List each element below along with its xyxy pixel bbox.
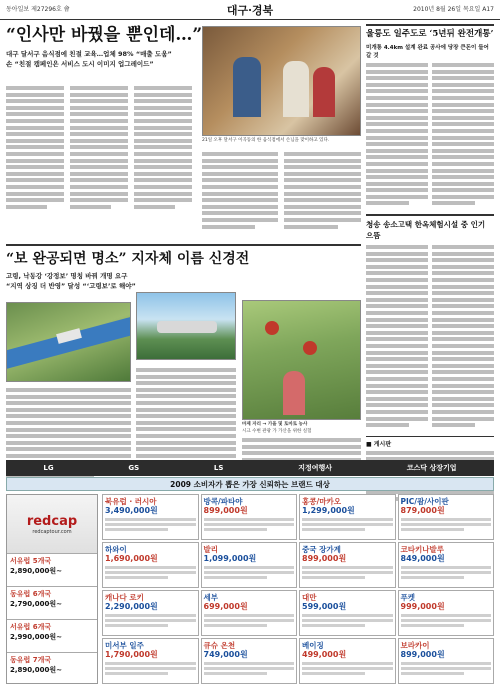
article1-col3 [134, 86, 192, 211]
travel-ad-title: 북유럽 · 러시아 [105, 497, 157, 506]
travel-ad[interactable] [398, 638, 495, 684]
travel-ad-price: 499,000원 [302, 650, 347, 659]
article2-col1 [366, 63, 428, 208]
travel-ad-title: 푸켓 [400, 593, 415, 602]
masthead-left: 동아일보 제27296호 會 [6, 6, 70, 13]
left-column [6, 24, 361, 434]
ad-banner-item: 코스닥 상장기업 [406, 464, 457, 472]
redcap-price: 2,890,000원~ [10, 666, 63, 674]
article4-col1 [366, 245, 428, 430]
masthead [0, 0, 500, 20]
farm-photo-caption: 마제 자리 → 가을 및 토마토 농사 [242, 422, 308, 427]
redcap-price: 2,890,000원~ [10, 567, 63, 575]
redcap-url: redcaptour.com [32, 528, 72, 535]
right-column [366, 24, 494, 503]
redcap-row[interactable] [7, 619, 97, 652]
travel-ad-title: 미서부 일주 [105, 641, 144, 650]
restaurant-photo [202, 26, 361, 136]
travel-ad[interactable] [201, 590, 298, 636]
article1-col5 [284, 152, 361, 231]
article3-col2 [136, 368, 236, 474]
article2-headline: 울릉도 일주도로 ‘5년뒤 완전개통’ [366, 24, 494, 40]
redcap-ad[interactable] [6, 494, 98, 684]
article4-col2 [432, 245, 494, 430]
ad-banner-item: LG [43, 464, 54, 472]
travel-ad-title: 하와이 [105, 545, 127, 554]
farm-photo [242, 300, 361, 420]
article1-subhead-2: 손 “친절 캠페인은 서비스 도시 이미지 업그레이드” [6, 60, 154, 68]
redcap-name: redcap [26, 513, 78, 529]
travel-ad-price: 899,000원 [302, 554, 347, 563]
travel-ad[interactable] [201, 638, 298, 684]
travel-ad-price: 899,000원 [203, 506, 248, 515]
travel-ad[interactable] [299, 494, 396, 540]
travel-ad-title: 중국 장가계 [302, 545, 341, 554]
travel-ad-price: 849,000원 [400, 554, 445, 563]
travel-ad-price: 1,099,000원 [203, 554, 257, 563]
article1-col4 [202, 152, 278, 231]
travel-ad-price: 2,290,000원 [105, 602, 158, 611]
travel-ad[interactable] [102, 494, 199, 540]
travel-ad-price: 1,790,000원 [105, 650, 158, 659]
travel-ad[interactable] [201, 494, 298, 540]
article3 [6, 244, 361, 291]
travel-ad-title: 방콕/파타야 [203, 497, 243, 506]
travel-ad-title: 보라카이 [400, 641, 430, 650]
travel-ad-title: 큐슈 온천 [203, 641, 236, 650]
travel-ad-price: 1,299,000원 [302, 506, 355, 515]
redcap-list [7, 553, 97, 685]
article3-headline: “보 완공되면 명소” 지자체 이름 신경전 [6, 251, 250, 267]
travel-ad-title: 세부 [203, 593, 218, 602]
article1-col1 [6, 86, 64, 211]
redcap-row[interactable] [7, 652, 97, 685]
travel-ad-price: 879,000원 [400, 506, 445, 515]
notice-title: ■ 게시판 [366, 440, 392, 448]
travel-ad-title: 홍콩/마카오 [302, 497, 341, 506]
article3-subhead-1: 고령, 낙동강 ‘강정보’ 명칭 바꿔 개명 요구 [6, 272, 128, 280]
travel-ad[interactable] [102, 542, 199, 588]
travel-ad[interactable] [398, 494, 495, 540]
ad-banner-top[interactable] [6, 460, 494, 476]
farm-photo-subcaption: 시크 수변 관광 가 가산을 위한 실험 [242, 429, 312, 434]
travel-ad[interactable] [102, 590, 199, 636]
redcap-row[interactable] [7, 553, 97, 586]
article3-subhead-2: “지역 상징 더 반영” 달성 “‘고령보’로 해야” [6, 282, 136, 290]
travel-ad-price: 749,000원 [203, 650, 248, 659]
travel-ad-price: 599,000원 [302, 602, 347, 611]
redcap-dest: 서유럽 5개국 [10, 557, 52, 565]
travel-ad[interactable] [201, 542, 298, 588]
ad-banner-slogan[interactable]: 2009 소비자가 뽑은 가장 신뢰하는 브랜드 대상 [6, 477, 494, 491]
redcap-dest: 동유럽 7개국 [10, 656, 52, 664]
article2-body [366, 63, 494, 208]
travel-ad[interactable] [299, 542, 396, 588]
facility-rendering-photo [136, 292, 236, 360]
travel-ad-price: 899,000원 [400, 650, 445, 659]
article1-col2 [70, 86, 128, 211]
travel-ad[interactable] [299, 590, 396, 636]
section-title: 대구·경북 [226, 4, 274, 17]
article2-col2 [432, 63, 494, 208]
travel-ad-title: 대만 [302, 593, 317, 602]
redcap-price: 2,790,000원~ [10, 600, 63, 608]
river-aerial-photo [6, 302, 131, 382]
travel-ad-grid [102, 494, 494, 684]
article4-body [366, 245, 494, 430]
ad-banner-item: 지정여행사 [298, 464, 333, 472]
restaurant-photo-caption: 21일 오후 달서구 이곡동의 한 음식점에서 손님을 맞이하고 있다. [202, 138, 330, 143]
redcap-dest: 서유럽 6개국 [10, 623, 52, 631]
travel-ad-price: 999,000원 [400, 602, 445, 611]
travel-ad-title: PIC/괌/사이판 [400, 497, 449, 506]
travel-ad-price: 699,000원 [203, 602, 248, 611]
ad-banner-item: GS [128, 464, 140, 472]
ad-banner-item: LS [213, 464, 224, 472]
article2-subhead: 미개통 4.4km 설계 완료 공사에 당장 큰돈이 들어갈 것 [366, 45, 489, 59]
travel-ad-title: 베이징 [302, 641, 324, 650]
redcap-row[interactable] [7, 586, 97, 619]
redcap-dest: 동유럽 6개국 [10, 590, 52, 598]
travel-ad-title: 발리 [203, 545, 218, 554]
travel-ad[interactable] [102, 638, 199, 684]
article4-headline: 청송 송소고택 한옥체험시설 중 인기 으뜸 [366, 214, 494, 241]
travel-ad[interactable] [398, 542, 495, 588]
travel-ad[interactable] [398, 590, 495, 636]
travel-ad-price: 3,490,000원 [105, 506, 158, 515]
travel-ad[interactable] [299, 638, 396, 684]
article1-subhead-1: 대구 달서구 음식점에 친절 교육…업체 98% “매출 도움” [6, 50, 172, 58]
travel-ad-title: 코타키나발루 [400, 545, 444, 554]
travel-ad-price: 1,690,000원 [105, 554, 158, 563]
redcap-price: 2,990,000원~ [10, 633, 63, 641]
masthead-date: 2010년 8월 26일 목요일 A17 [413, 6, 494, 13]
article1-headline: “인사만 바꿨을 뿐인데…” [6, 25, 203, 45]
travel-ad-title: 캐나다 로키 [105, 593, 144, 602]
redcap-logo [7, 495, 97, 553]
